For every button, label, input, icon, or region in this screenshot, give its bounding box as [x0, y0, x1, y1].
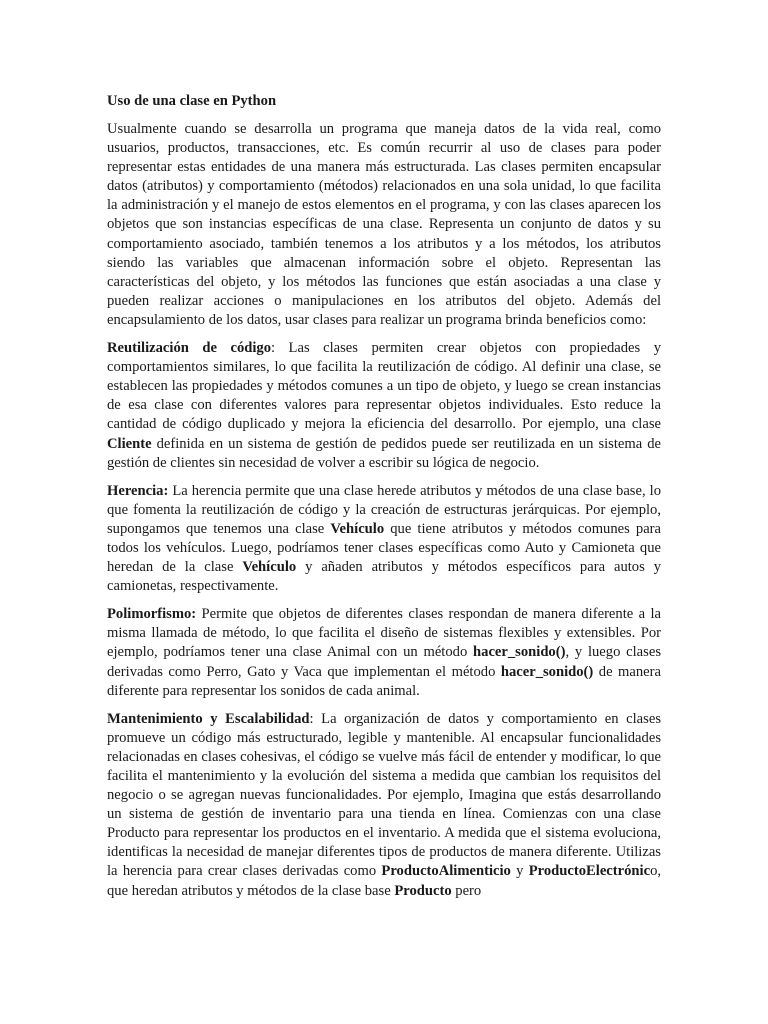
polimorfismo-text-3: de manera diferente para representar los sonidos de cada animal. — [107, 663, 661, 699]
mantenimiento-text-3: o, que heredan atributos y métodos de la clase base — [107, 863, 662, 899]
herencia-text-2: que tiene atributos y métodos comunes para todos los vehículos. Luego, podríamos tener clases específicas como Auto y Camioneta que heredan de la clase — [107, 520, 662, 576]
mantenimiento-text-2: y — [510, 863, 529, 880]
mantenimiento-bold-producto: Producto — [394, 882, 452, 899]
reutilizacion-text-2: definida en un sistema de gestión de pedidos puede ser reutilizada en un sistema de gestión de clientes sin necesidad de volver a escribir su lógica de negocio. — [107, 435, 661, 471]
mantenimiento-bold-alimenticio: ProductoAlimenticio — [381, 863, 511, 880]
herencia-bold-vehiculo-2: Vehículo — [242, 559, 297, 576]
mantenimiento-paragraph — [107, 710, 661, 901]
mantenimiento-text-4: pero — [451, 882, 482, 899]
polimorfismo-term: Polimorfismo: — [107, 606, 197, 623]
mantenimiento-term: Mantenimiento y Escalabilidad — [107, 710, 310, 727]
polimorfismo-bold-method-2: hacer_sonido() — [500, 663, 594, 680]
intro-paragraph: Usualmente cuando se desarrolla un programa que maneja datos de la vida real, como usuarios, productos, transacciones, etc. Es común recurrir al uso de clases para poder representar estas entidades de una manera más estructurada. Las clases permiten encapsular datos (atributos) y comportamiento (métodos) relacionados en una sola unidad, lo que facilita la administración y el manejo de estos elementos en el programa, y con las clases aparecen los objetos que son instancias específicas de una clase. Representa un conjunto de datos y su comportamiento asociado, también tenemos a los atributos y a los métodos, los atributos siendo las variables que almacenan información sobre el objeto. Representan las características del objeto, y los métodos las funciones que están asociadas a una clase y pueden realizar acciones o manipulaciones en los atributos del objeto. Además del encapsulamiento de los datos, usar clases para realizar un programa brinda beneficios como: — [107, 121, 661, 328]
herencia-paragraph — [107, 482, 661, 597]
herencia-text-3: y añaden atributos y métodos específicos para autos y camionetas, respectivamente. — [107, 559, 662, 595]
herencia-bold-vehiculo-1: Vehículo — [330, 520, 385, 537]
polimorfismo-text-2: , y luego clases derivadas como Perro, Gato y Vaca que implementan el método — [107, 644, 661, 680]
document-title: Uso de una clase en Python — [107, 93, 277, 109]
document-page — [107, 92, 661, 910]
polimorfismo-bold-method-1: hacer_sonido() — [473, 644, 566, 661]
polimorfismo-paragraph — [107, 605, 661, 700]
mantenimiento-bold-electronico: ProductoElectrónic — [528, 863, 651, 880]
herencia-text-1: La herencia permite que una clase herede atributos y métodos de una clase base, lo que fomenta la reutilización de código y la creación de estructuras jerárquicas. Por ejemplo, supongamos que tenemos una clase — [107, 482, 661, 537]
mantenimiento-text-1: : La organización de datos y comportamiento en clases promueve un código más estructurado, legible y mantenible. Al encapsular funcionalidades relacionadas en clases cohesivas, el código se vuelve más fácil de entender y modificar, lo que facilita el mantenimiento y la evolución del sistema a medida que cambian los requisitos del negocio o se agregan nuevas funcionalidades. Por ejemplo, Imagina que estás desarrollando un sistema de gestión de inventario para una tienda en línea. Comienzas con una clase Producto para representar los productos en el inventario. A medida que el sistema evoluciona, identificas la necesidad de manejar diferentes tipos de productos de manera diferente. Utilizas la herencia para crear clases derivadas como — [107, 710, 662, 880]
polimorfismo-text-1: Permite que objetos de diferentes clases respondan de manera diferente a la misma llamada de método, lo que facilita el diseño de sistemas flexibles y extensibles. Por ejemplo, podríamos tener una clase Animal con un método — [107, 606, 661, 661]
reutilizacion-text-1: : Las clases permiten crear objetos con propiedades y comportamientos similares, lo que facilita la reutilización de código. Al definir una clase, se establecen las propiedades y métodos comunes a un tipo de objeto, y luego se crean instancias de esa clase con diferentes valores para representar objetos individuales. Esto reduce la cantidad de código duplicado y mejora la eficiencia del desarrollo. Por ejemplo, una clase — [107, 340, 661, 433]
reutilizacion-bold-cliente: Cliente — [107, 435, 152, 452]
reutilizacion-term: Reutilización de código — [107, 340, 271, 357]
herencia-term: Herencia: — [107, 482, 169, 499]
reutilizacion-paragraph — [107, 339, 661, 473]
